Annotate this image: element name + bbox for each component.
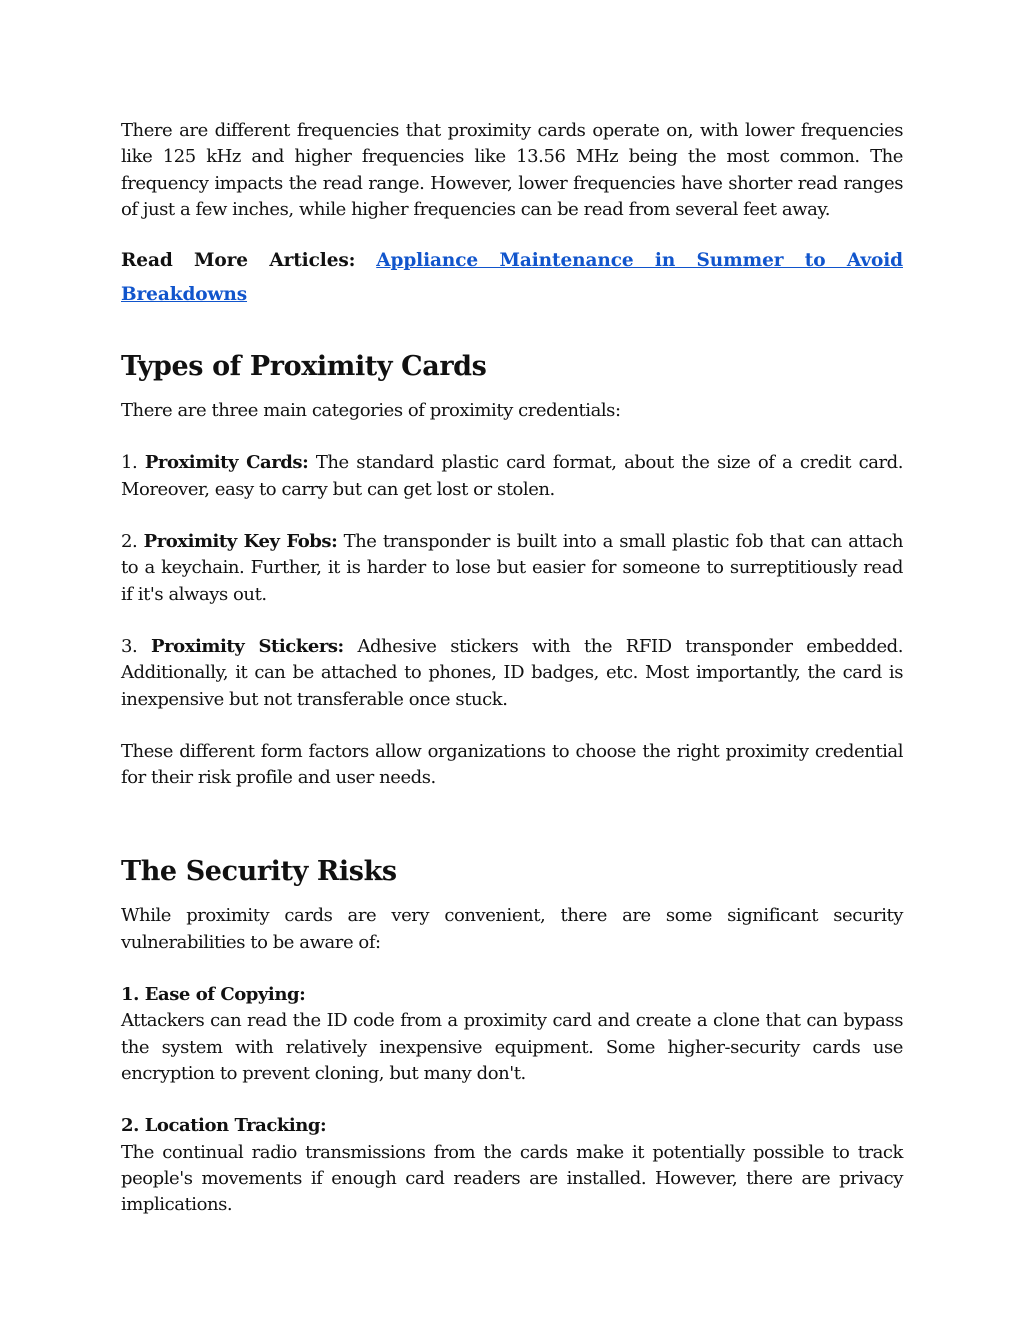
types-item-1 [121, 450, 903, 503]
types-item-number: 2. [121, 531, 138, 553]
types-lead: There are three main categories of proximity credentials: [121, 400, 621, 422]
read-more-link[interactable]: Appliance Maintenance in Summer to Avoid Breakdowns [121, 250, 903, 306]
risk-item-2 [121, 1113, 903, 1218]
read-more-line [121, 244, 903, 312]
types-item-text: The transponder is built into a small plastic fob that can attach to a keychain. Further, it is harder to lose but easier for someone to surreptitiously read if it's always out. [121, 531, 903, 605]
read-more-label: Read More Articles: [121, 250, 356, 272]
types-item-title: Proximity Key Fobs: [143, 531, 338, 553]
types-item-text: Adhesive stickers with the RFID transponder embedded. Additionally, it can be attached to phones, ID badges, etc. Most importantly, the card is inexpensive but not transferable once stuck. [121, 635, 904, 710]
types-heading: Types of Proximity Cards [121, 351, 487, 383]
risks-lead: While proximity cards are very convenient, there are some significant security vulnerabilities to be aware of: [121, 905, 903, 953]
risk-item-title: 1. Ease of Copying: [121, 984, 306, 1006]
risk-item-text: The continual radio transmissions from the cards make it potentially possible to track people's movements if enough card readers are installed. However, there are privacy implications. [121, 1141, 903, 1216]
types-item-3 [121, 634, 903, 713]
risk-item-1 [121, 982, 903, 1087]
risk-item-text: Attackers can read the ID code from a proximity card and create a clone that can bypass the system with relatively inexpensive equipment. Some higher-security cards use encryption to prevent cloning, but many don't. [121, 1010, 903, 1084]
types-item-title: Proximity Cards: [144, 452, 309, 474]
types-item-number: 1. [121, 452, 138, 474]
types-item-text: The standard plastic card format, about the size of a credit card. Moreover, easy to carry but can get lost or stolen. [121, 452, 903, 500]
types-item-number: 3. [121, 635, 138, 657]
risk-item-title: 2. Location Tracking: [121, 1115, 327, 1137]
risks-heading: The Security Risks [121, 856, 397, 888]
types-closing: These different form factors allow organizations to choose the right proximity credential for their risk profile and user needs. [121, 740, 903, 789]
types-item-title: Proximity Stickers: [151, 635, 344, 657]
document-page [121, 118, 903, 1218]
intro-paragraph: There are different frequencies that proximity cards operate on, with lower frequencies like 125 kHz and higher frequencies like 13.56 MHz being the most common. The frequency impacts the read range. However, lower frequencies have shorter read ranges of just a few inches, while higher frequencies can be read from several feet away. [121, 120, 903, 220]
types-item-2 [121, 529, 903, 608]
